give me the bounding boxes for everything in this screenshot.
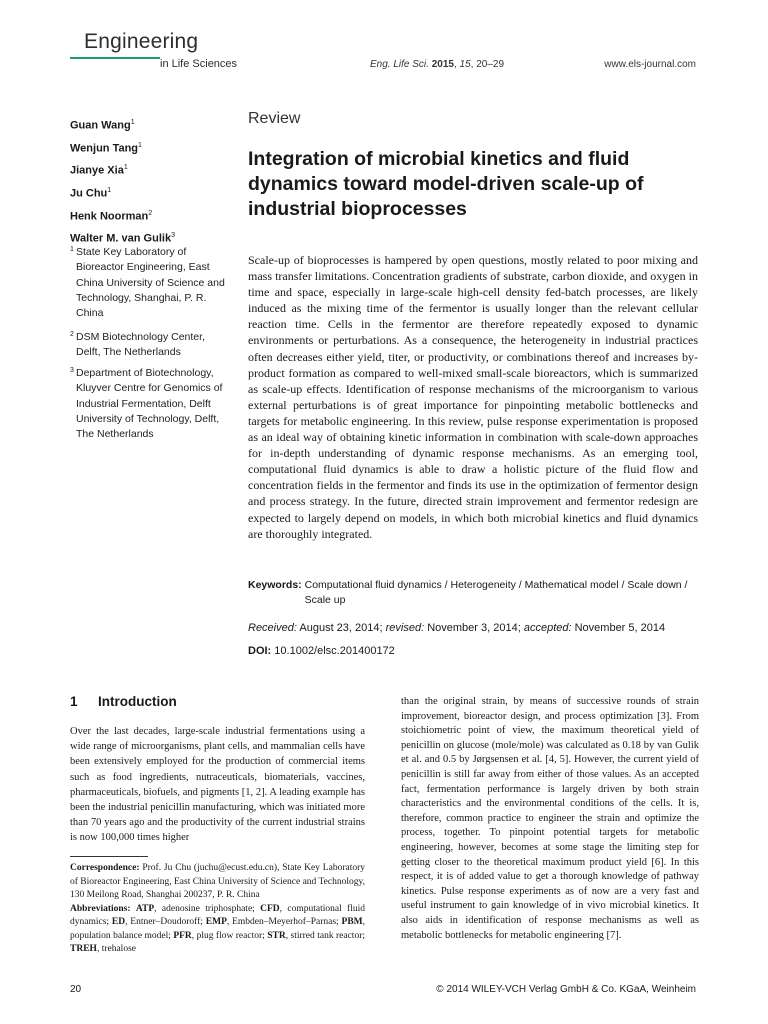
article-title: Integration of microbial kinetics and fluid dynamics toward model-driven scale-up of industrial bioprocesses xyxy=(248,148,644,220)
footnotes xyxy=(70,862,365,957)
journal-logo-title: Engineering xyxy=(84,30,199,53)
affiliation-number: 3 xyxy=(70,367,74,374)
correspondence-text: Prof. Ju Chu (juchu@ecust.edu.cn), State Key Laboratory of Bioreactor Engineering, East China University of Science and Technology, 130 Meilong Road, Shanghai 200237, P. R. China xyxy=(70,863,365,900)
keywords-list: Computational fluid dynamics / Heterogeneity / Mathematical model / Scale down / Scale up xyxy=(304,579,688,606)
abbreviation-definition: , trehalose xyxy=(96,944,136,954)
author-affiliation-ref: 1 xyxy=(123,164,128,172)
affiliation xyxy=(70,330,230,361)
section-number: 1 xyxy=(70,694,78,709)
journal-url[interactable]: www.els-journal.com xyxy=(604,59,696,70)
author-name: Walter M. van Gulik xyxy=(70,232,172,245)
affiliation-text: State Key Laboratory of Bioreactor Engineering, East China University of Science and Technology, Shanghai, P. R. China xyxy=(76,246,225,320)
abbreviations-note xyxy=(70,903,365,957)
doi xyxy=(248,645,395,657)
author-name: Ju Chu xyxy=(70,187,108,200)
article-type-label: Review xyxy=(248,110,301,127)
abbreviation-definition: , computational fluid dynamics; xyxy=(70,903,366,927)
abbreviation: STR xyxy=(267,930,286,941)
author-name: Jianye Xia xyxy=(70,164,124,177)
abbreviation-definition: , population balance model; xyxy=(70,917,365,941)
author-affiliation-ref: 3 xyxy=(171,232,175,240)
author-name: Guan Wang xyxy=(70,119,131,132)
affiliation-text: DSM Biotechnology Center, Delft, The Netherlands xyxy=(76,331,205,359)
intro-left-column: Over the last decades, large-scale industrial fermentations using a wide range of microorganisms, plant cells, and mammalian cells have been extensively employed for the production of commercial items such as food ingredients, nutraceuticals, biomaterials, vaccines, pharmaceuticals, biofuels, and pigments [1, 2]. A leading example has been the industrial penicillin manufacturing, which was initiated more than 70 years ago and the productivity of the current industrial strains is now 100,000 times higher xyxy=(70,726,365,844)
correspondence-note xyxy=(70,862,365,903)
abbreviation-definition: , Embden–Meyerhof–Parnas; xyxy=(226,917,342,927)
citation-year: 2015 xyxy=(431,59,454,70)
affiliation-text: Department of Biotechnology, Kluyver Centre for Genomics of Industrial Fermentation, Delft University of Technology, Delft, The Netherlands xyxy=(76,367,223,441)
citation: Eng. Life Sci. 2015, 15, 20–29 xyxy=(370,59,505,70)
abbreviation: CFD xyxy=(260,903,280,914)
abbreviation-definition: , Entner–Doudoroff; xyxy=(125,917,206,927)
abbreviation: TREH xyxy=(70,944,97,954)
abbreviations-label: Abbreviations: xyxy=(70,903,131,914)
keywords xyxy=(248,578,708,608)
abbreviation-definition: , plug flow reactor; xyxy=(191,930,268,941)
revised-date: November 3, 2014; xyxy=(427,622,521,634)
abbreviation: PFR xyxy=(173,930,192,941)
correspondence-label: Correspondence: xyxy=(70,863,140,873)
accepted-date: November 5, 2014 xyxy=(574,622,666,634)
author-name: Wenjun Tang xyxy=(70,142,139,155)
author xyxy=(70,204,175,227)
author-affiliation-ref: 1 xyxy=(138,141,142,149)
abbreviation: ED xyxy=(111,917,126,927)
abbreviation: ATP xyxy=(135,903,155,914)
abbreviation-definition: , adenosine triphosphate; xyxy=(154,903,261,914)
copyright: © 2014 WILEY-VCH Verlag GmbH & Co. KGaA, Weinheim xyxy=(436,984,696,995)
author-name: Henk Noorman xyxy=(70,210,149,223)
affiliation xyxy=(70,366,230,442)
page-number: 20 xyxy=(70,984,82,995)
doi-link[interactable]: 10.1002/elsc.201400172 xyxy=(274,645,395,657)
intro-right-column: than the original strain, by means of successive rounds of strain improvement, bioreactor design, and process optimization [3]. From stoichiometric point of view, the maximum theoretical yield of penicillin on glucose (mole/mole) was calculated as 0.18 by van Gulik et al. and 0.5 by Jørgsensen et al. [4, 5]. However, the current yield of penicillin is still far away from either of those values. As an accepted fact, fermentation performance is largely driven by both strain characteristics and the environmental conditions of the cells. It is, therefore, common practice to engineer the strain and optimize the process, together. To pinpoint potential targets for metabolic engineering, however, becomes at some stage the limiting step for getting closer to the theoretical maximum product yield [6]. In this respect, it is of added value to get a thorough knowledge of pathway kinetics. Pulse response experiments as of now are a very fast and useful instrument to gain knowledge of in vivo microbial kinetics. It also aids in identification of response mechanisms as well as metabolic bottlenecks for metabolic engineering [7]. xyxy=(401,696,699,941)
section-heading xyxy=(70,694,177,709)
affiliation-number: 1 xyxy=(70,246,74,253)
received-date: August 23, 2014; xyxy=(299,622,383,634)
section-title: Introduction xyxy=(98,694,177,709)
received-label: Received: xyxy=(248,622,297,634)
history-dates xyxy=(248,622,665,634)
author-affiliation-ref: 1 xyxy=(107,186,112,194)
citation-pages: , 20–29 xyxy=(470,59,505,70)
footnote-rule xyxy=(70,856,148,857)
revised-label: revised: xyxy=(385,622,425,634)
affiliation-number: 2 xyxy=(70,331,74,338)
accepted-label: accepted: xyxy=(523,622,572,634)
abbreviation: EMP xyxy=(205,917,227,927)
author-list xyxy=(70,113,175,249)
author xyxy=(70,181,175,204)
citation-volume: 15 xyxy=(459,59,471,70)
journal-logo-subtitle: in Life Sciences xyxy=(160,58,238,70)
abstract: Scale-up of bioprocesses is hampered by open questions, mostly related to poor mixing and mass transfer limitations. Concentration gradients of substrate, carbon dioxide, and oxygen in time and space, especially in large-scale high-cell density fed-batch processes, are likely induced as the mixing time of the fermentor is usually longer than the relevant cellular reaction time. Cells in the fermentor are therefore repeatedly exposed to dynamic environments or perturbations. As a consequence, the heterogeneity in industrial practices often decreases either yield, titer, or productivity, or combinations thereof and increases by-product formation as compared to well-mixed small-scale bioreactors, which is summarized as scale-up effects. Identification of response mechanisms of the microorganism to various external perturbations is of great importance for pinpointing metabolic bottlenecks and targets for metabolic engineering. In this review, pulse response experimentation is proposed as an ideal way of obtaining kinetic information in combination with scale-down approaches for in-depth understanding of dynamic response mechanisms. As an emerging tool, computational fluid dynamics is able to draw a holistic picture of the fluid flow and concentration fields in the fermentor and finds its use in the optimization of fermentor design and process strategy. In the future, directed strain improvement and fermentor redesign are expected to largely depend on models, in which both microbial kinetics and fluid dynamics are thoroughly integrated. xyxy=(248,253,698,541)
author-affiliation-ref: 1 xyxy=(130,119,135,126)
abbreviation-definition: , stirred tank reactor; xyxy=(285,930,366,941)
keywords-label: Keywords: xyxy=(248,579,302,591)
citation-journal: Eng. Life Sci. xyxy=(370,59,429,70)
logo-accent-rule xyxy=(70,57,160,59)
author-affiliation-ref: 2 xyxy=(148,209,153,217)
doi-label: DOI: xyxy=(248,645,272,657)
author xyxy=(70,158,175,181)
author xyxy=(70,113,175,136)
abbreviation: PBM xyxy=(341,917,363,927)
author xyxy=(70,136,175,159)
affiliation xyxy=(70,245,230,321)
